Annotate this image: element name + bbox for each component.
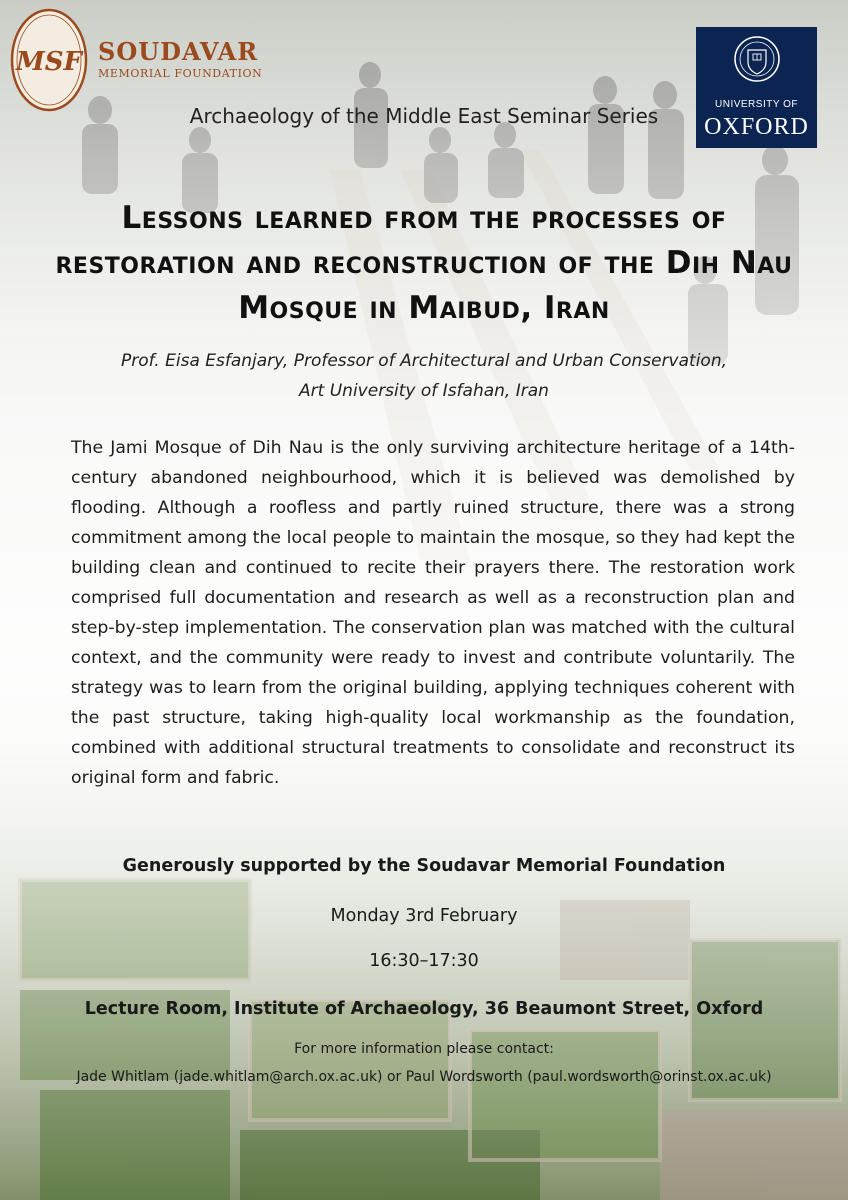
oxford-line1: UNIVERSITY OF [715, 99, 798, 110]
soudavar-mark: MSF [15, 47, 83, 77]
seminar-series: Archaeology of the Middle East Seminar Series [189, 104, 659, 128]
lecture-title: Lessons learned from the processes of restoration and reconstruction of the Dih Nau Mosque in Maibud, Iran [55, 200, 793, 326]
support-statement: Generously supported by the Soudavar Memorial Foundation [122, 856, 726, 876]
abstract: The Jami Mosque of Dih Nau is the only surviving architecture heritage of a 14th-century abandoned neighbourhood, which it is believed was demolished by flooding. Although a roofless and partly ruined structure, there was a strong commitment among the local people to maintain the mosque, so they had kept the building clean and continued to recite their prayers there. The restoration work comprised full documentation and research as well as a reconstruction plan and step-by-step implementation. The conservation plan was matched with the cultural context, and the community were ready to invest and contribute voluntarily. The strategy was to learn from the original building, applying techniques coherent with the past structure, taking high-quality local workmanship as the foundation, combined with additional structural treatments to consolidate and reconstruct its original form and fabric. [71, 438, 795, 788]
contact-details: Jade Whitlam (jade.whitlam@arch.ox.ac.uk) or Paul Wordsworth (paul.wordsworth@orinst.ox.ac.uk) [76, 1069, 772, 1085]
speaker [40, 346, 808, 406]
speaker-line-2: Art University of Isfahan, Iran [299, 381, 549, 401]
soudavar-subtitle: MEMORIAL FOUNDATION [98, 67, 263, 80]
oxford-logo [696, 27, 817, 148]
oxford-crest-icon [732, 32, 782, 92]
event-venue: Lecture Room, Institute of Archaeology, 36 Beaumont Street, Oxford [84, 999, 764, 1019]
event-date: Monday 3rd February [330, 906, 518, 926]
soudavar-logo [10, 8, 88, 112]
speaker-line-1: Prof. Eisa Esfanjary, Professor of Architectural and Urban Conservation, [120, 351, 728, 371]
event-time: 16:30–17:30 [369, 951, 479, 971]
contact-lead: For more information please contact: [294, 1041, 554, 1057]
soudavar-name: SOUDAVAR [98, 37, 259, 66]
oxford-line2: OXFORD [704, 114, 809, 140]
